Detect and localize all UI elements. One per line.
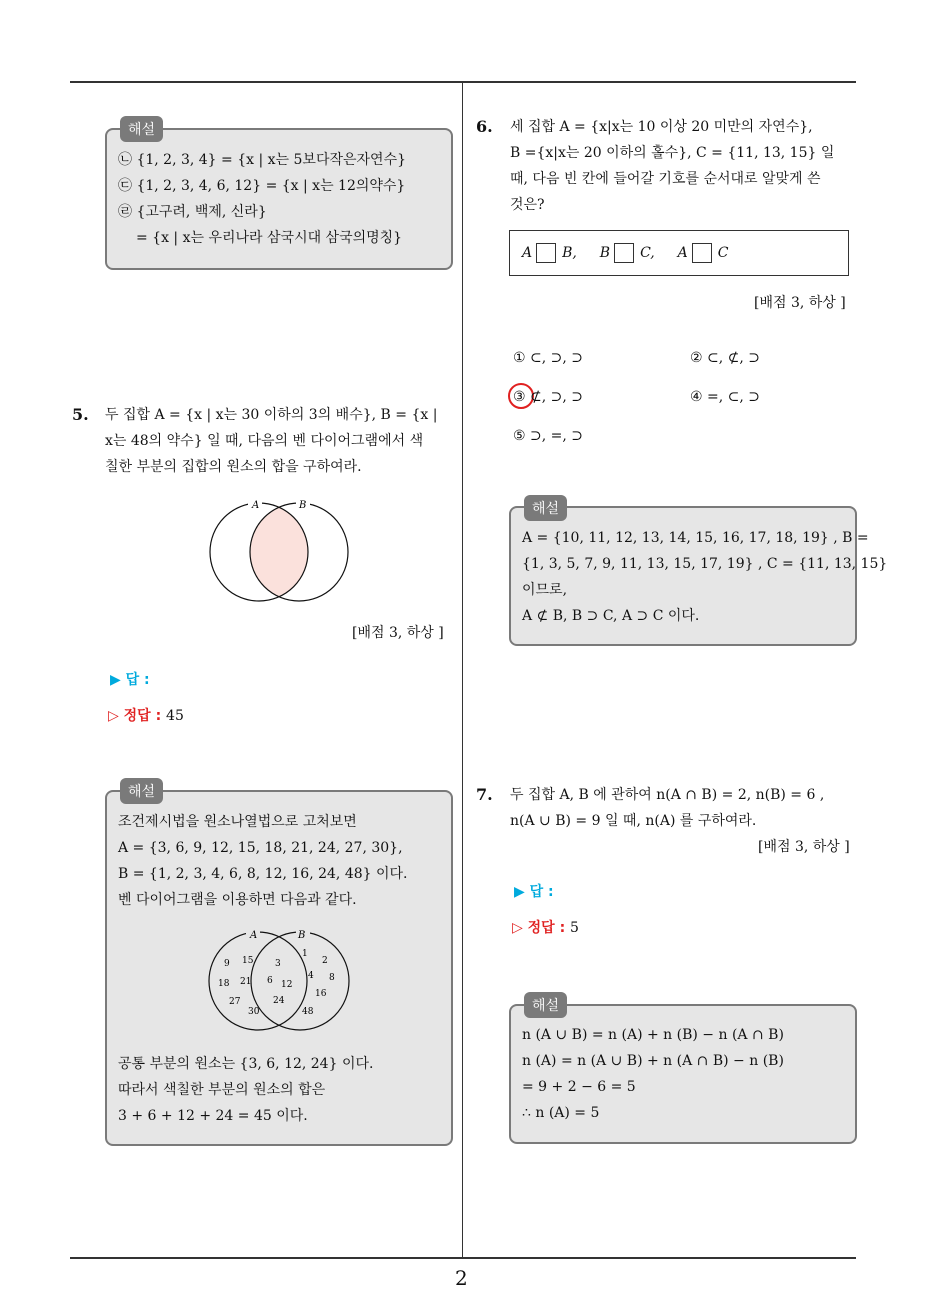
choice-2[interactable]: ② ⊂, ⊄, ⊃ [690,350,760,366]
venn-diagram-q5 [200,495,360,605]
explanation-line: n (A) = n (A ∪ B) + n (A ∩ B) − n (B) [522,1053,784,1069]
blank-square [536,243,556,263]
venn-element: 4 [308,971,314,981]
column-divider [462,83,463,1258]
venn-element: 8 [329,973,335,983]
blank-square [614,243,634,263]
venn-label-a: A [252,500,260,511]
question-6-line: 때, 다음 빈 칸에 들어갈 기호를 순서대로 알맞게 쓴 [510,171,821,187]
venn-element: 18 [218,979,230,989]
question-5-line: 칠한 부분의 집합의 원소의 합을 구하여라. [105,459,362,475]
blank-row [522,243,729,263]
explanation-line: = 9 + 2 − 6 = 5 [522,1079,636,1095]
question-7-line: 두 집합 A, B 에 관하여 n(A ∩ B) = 2, n(B) = 6 , [510,787,825,803]
explanation-line: ㉣ {고구려, 백제, 신라} [118,204,267,220]
blank-left: A [677,245,688,261]
blank-left: B [599,245,611,261]
blank-right: B, [562,245,577,261]
venn-element: 21 [240,977,252,987]
correct-value: 45 [166,708,184,724]
blank-right: C [717,245,729,261]
explanation-line: 따라서 색칠한 부분의 원소의 합은 [118,1082,326,1098]
blank-right: C, [640,245,655,261]
explanation-line: A = {10, 11, 12, 13, 14, 15, 16, 17, 18, 19} , B = [522,530,869,546]
explanation-line: n (A ∪ B) = n (A) + n (B) − n (A ∩ B) [522,1027,784,1043]
question-6-line: B ={x|x는 20 이하의 홀수}, C = {11, 13, 15} 일 [510,145,835,161]
venn-element: 12 [281,980,293,990]
blank-square [692,243,712,263]
explanation-line: 이므로, [522,582,568,598]
explanation-line: A = {3, 6, 9, 12, 15, 18, 21, 24, 27, 30}, [118,840,403,856]
answer-label-q5: ▶ 답 : [110,672,150,688]
venn-element: 48 [302,1007,314,1017]
explanation-line: 조건제시법을 원소나열법으로 고처보면 [118,814,357,830]
venn-element: 9 [224,959,230,969]
explanation-tag: 해설 [120,778,163,804]
explanation-line: = {x | x는 우리나라 삼국시대 삼국의명칭} [136,230,403,246]
question-number-7: 7. [476,785,493,804]
explanation-line: ㉡ {1, 2, 3, 4} = {x | x는 5보다작은자연수} [118,152,406,168]
score-q6: [배점 3, 하상 ] [754,295,846,311]
explanation-line: ∴ n (A) = 5 [522,1105,600,1121]
top-rule [70,81,856,83]
question-number-6: 6. [476,117,493,136]
question-7-line: n(A ∪ B) = 9 일 때, n(A) 를 구하여라. [510,813,757,829]
correct-label: ▷ 정답 : [108,708,162,724]
venn-label-b: B [298,930,306,941]
question-number-5: 5. [72,405,89,424]
question-5-line: x는 48의 약수} 일 때, 다음의 벤 다이어그램에서 색 [105,433,424,449]
choice-3[interactable]: ③ ⊄, ⊃, ⊃ [513,389,583,405]
correct-label: ▷ 정답 : [512,920,566,936]
answer-label-q7: ▶ 답 : [514,884,554,900]
venn-element: 16 [315,989,327,999]
venn-element: 24 [273,996,285,1006]
explanation-tag: 해설 [524,495,567,521]
explanation-line: {1, 3, 5, 7, 9, 11, 13, 15, 17, 19} , C = {11, 13, 15} [522,556,888,572]
explanation-line: 3 + 6 + 12 + 24 = 45 이다. [118,1108,308,1124]
correct-value: 5 [570,920,579,936]
score-q5: [배점 3, 하상 ] [352,625,444,641]
correct-answer-q5 [108,705,184,725]
explanation-line: B = {1, 2, 3, 4, 6, 8, 12, 16, 24, 48} 이다. [118,866,408,882]
explanation-line: 공통 부분의 원소는 {3, 6, 12, 24} 이다. [118,1056,374,1072]
choice-4[interactable]: ④ =, ⊂, ⊃ [690,389,760,405]
question-6-line: 세 집합 A = {x|x는 10 이상 20 미만의 자연수}, [510,119,813,135]
explanation-tag: 해설 [120,116,163,142]
venn-diagram-explanation [200,928,360,1032]
correct-answer-q7 [512,917,579,937]
venn-element: 3 [275,959,281,969]
question-6-line: 것은? [510,197,545,213]
venn-label-b: B [299,500,307,511]
question-5-line: 두 집합 A = {x | x는 30 이하의 3의 배수}, B = {x | [105,407,438,423]
page-number: 2 [455,1266,468,1290]
venn-element: 15 [242,956,254,966]
venn-element: 30 [248,1007,260,1017]
explanation-line: A ⊄ B, B ⊃ C, A ⊃ C 이다. [522,608,700,624]
choice-1[interactable]: ① ⊂, ⊃, ⊃ [513,350,583,366]
venn-element: 27 [229,997,241,1007]
venn-label-a: A [250,930,258,941]
blank-left: A [522,245,533,261]
venn-element: 2 [322,956,328,966]
venn-element: 1 [302,949,308,959]
score-q7: [배점 3, 하상 ] [758,839,850,855]
explanation-tag: 해설 [524,992,567,1018]
venn-element: 6 [267,976,273,986]
explanation-line: 벤 다이어그램을 이용하면 다음과 같다. [118,892,357,908]
explanation-line: ㉢ {1, 2, 3, 4, 6, 12} = {x | x는 12의약수} [118,178,406,194]
bottom-rule [70,1257,856,1259]
choice-5[interactable]: ⑤ ⊃, =, ⊃ [513,428,583,444]
